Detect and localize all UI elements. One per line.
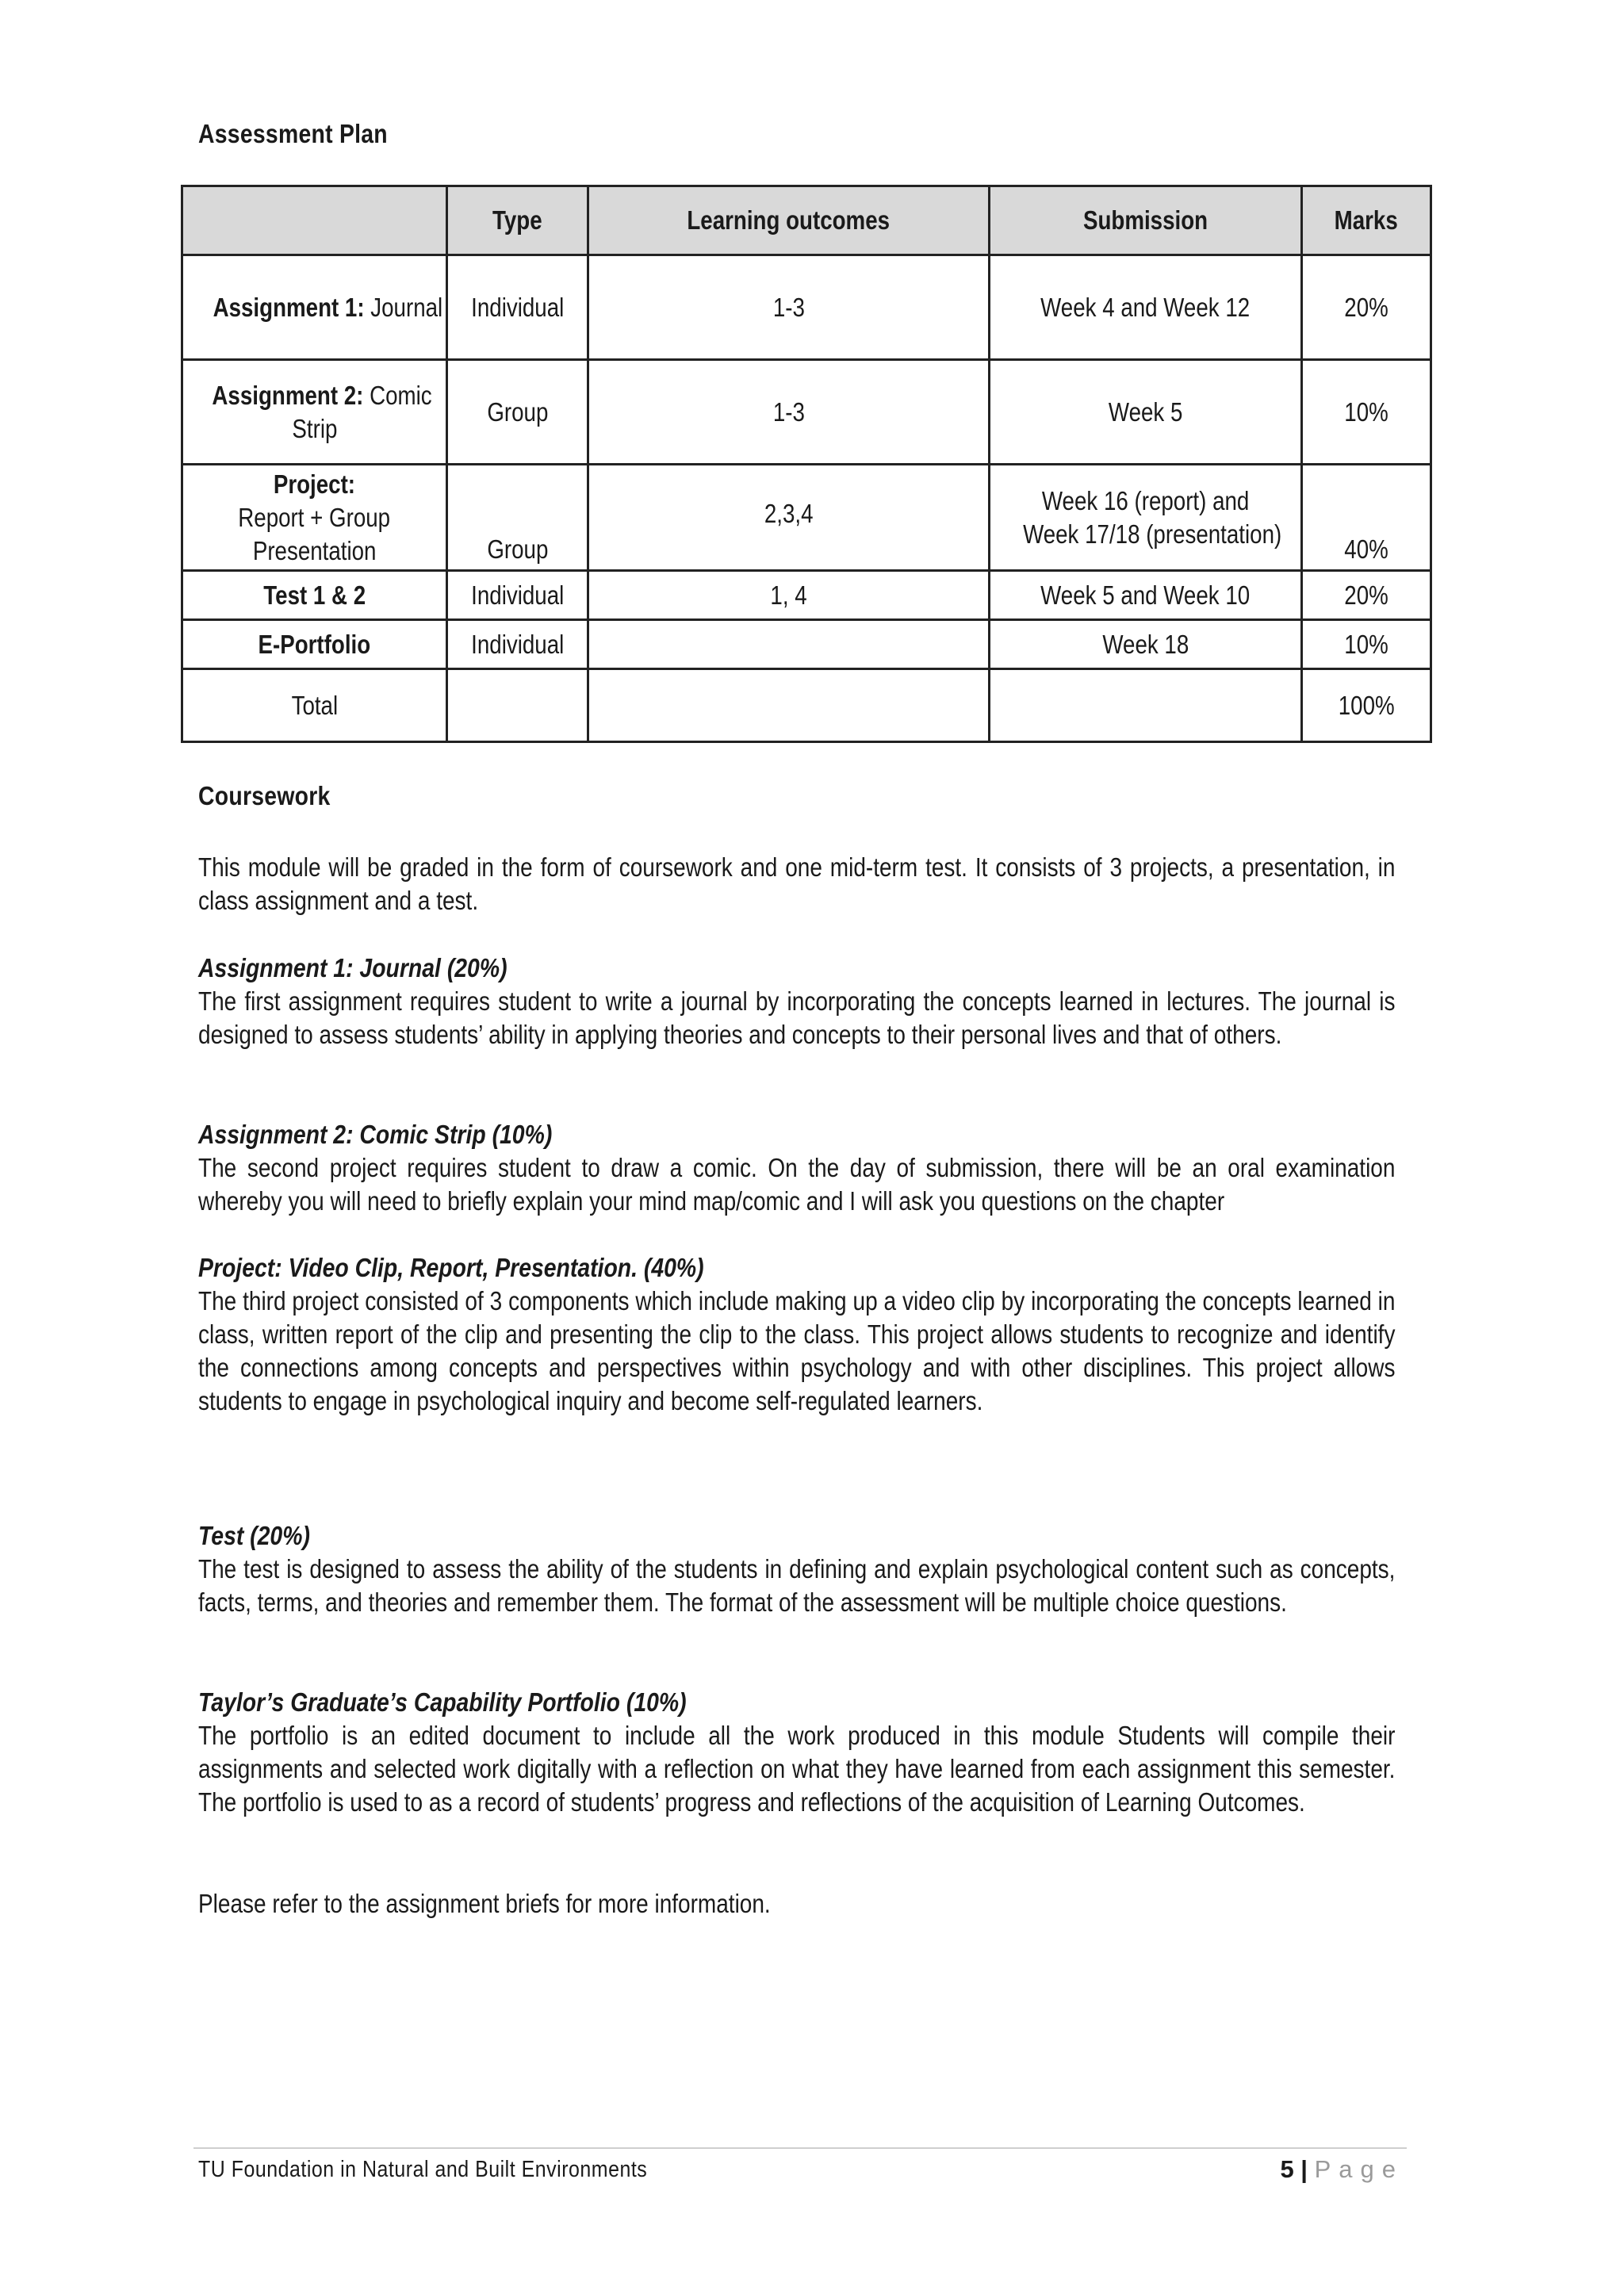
marks-cell: 40%: [1302, 465, 1431, 571]
submission-cell: Week 5 and Week 10: [990, 571, 1302, 620]
section-heading: Assignment 2: Comic Strip (10%): [198, 1120, 553, 1149]
section-heading: Assignment 1: Journal (20%): [198, 953, 508, 982]
type-cell: [447, 669, 588, 742]
coursework-intro: [198, 851, 1396, 917]
marks-cell: 10%: [1302, 620, 1431, 669]
table-row: [182, 571, 1431, 620]
marks-cell: 20%: [1302, 255, 1431, 360]
table-header-cell: Type: [447, 186, 588, 255]
row-label: Test 1 & 2: [182, 571, 447, 620]
section-body: The test is designed to assess the ability of the students in defining and explain psychological content such as concepts, facts, terms, and theories and remember them. The format of the assessment will be multiple choice questions.: [198, 1554, 1396, 1617]
submission-cell: [990, 669, 1302, 742]
type-cell: Group: [447, 465, 588, 571]
table-total-row: [182, 669, 1431, 742]
coursework-title: Coursework: [198, 781, 331, 810]
row-label: Project: Report + Group Presentation: [182, 465, 447, 571]
section-project: [198, 1251, 1396, 1418]
table-header-cell: [182, 186, 447, 255]
table-header-row: [182, 186, 1431, 255]
submission-cell: Week 18: [990, 620, 1302, 669]
table-header-cell: Marks: [1302, 186, 1431, 255]
page-label: Page: [1314, 2155, 1404, 2183]
marks-cell: 100%: [1302, 669, 1431, 742]
section-title: Assessment Plan: [198, 119, 388, 148]
row-label: Assignment 1: Journal: [182, 255, 447, 360]
section-assignment-2: [198, 1118, 1396, 1218]
outcomes-cell: 2,3,4: [588, 465, 990, 571]
table-row: [182, 360, 1431, 465]
closing-note: [198, 1887, 1396, 1921]
type-cell: Group: [447, 360, 588, 465]
section-portfolio: [198, 1686, 1396, 1819]
assessment-plan-table: [181, 185, 1432, 743]
page-separator: |: [1293, 2155, 1315, 2183]
outcomes-cell: [588, 669, 990, 742]
section-body: The first assignment requires student to write a journal by incorporating the concepts learned in lectures. The journal is designed to assess students’ ability in applying theories and concepts to their personal lives and that of others.: [198, 986, 1396, 1049]
marks-cell: 20%: [1302, 571, 1431, 620]
outcomes-cell: [588, 620, 990, 669]
section-body: The third project consisted of 3 components which include making up a video clip by incorporating the concepts learned in class, written report of the clip and presenting the clip to the class. This project allows students to recognize and identify the connections among concepts and perspectives within psychology and with other disciplines. This project allows students to engage in psychological inquiry and become self-regulated learners.: [198, 1286, 1396, 1415]
intro-paragraph: This module will be graded in the form of coursework and one mid-term test. It consists of 3 projects, a presentation, in class assignment and a test.: [198, 852, 1396, 915]
section-body: The second project requires student to draw a comic. On the day of submission, there will be an oral examination whereby you will need to briefly explain your mind map/comic and I will ask you questions on the chapter: [198, 1153, 1396, 1216]
submission-cell: Week 4 and Week 12: [990, 255, 1302, 360]
section-body: The portfolio is an edited document to include all the work produced in this module Students will compile their assignments and selected work digitally with a reflection on what they have learned from each assignment this semester. The portfolio is used to as a record of students’ progress and reflections of the acquisition of Learning Outcomes.: [198, 1721, 1396, 1817]
submission-cell: Week 16 (report) and Week 17/18 (presentation): [990, 465, 1302, 571]
outcomes-cell: 1-3: [588, 255, 990, 360]
section-heading: Taylor’s Graduate’s Capability Portfolio (10%): [198, 1687, 687, 1717]
marks-cell: 10%: [1302, 360, 1431, 465]
type-cell: Individual: [447, 571, 588, 620]
row-label: E-Portfolio: [182, 620, 447, 669]
section-assignment-1: [198, 952, 1396, 1051]
footer-divider: [193, 2147, 1407, 2149]
outcomes-cell: 1-3: [588, 360, 990, 465]
section-heading: Project: Video Clip, Report, Presentation. (40%): [198, 1253, 704, 1282]
outcomes-cell: 1, 4: [588, 571, 990, 620]
footer-course-name: TU Foundation in Natural and Built Environments: [198, 2157, 648, 2182]
section-test: [198, 1519, 1396, 1619]
table-row: [182, 620, 1431, 669]
row-label: Total: [182, 669, 447, 742]
table-header-cell: Submission: [990, 186, 1302, 255]
table-row: [182, 255, 1431, 360]
submission-cell: Week 5: [990, 360, 1302, 465]
type-cell: Individual: [447, 620, 588, 669]
closing-paragraph: Please refer to the assignment briefs for more information.: [198, 1889, 771, 1918]
type-cell: Individual: [447, 255, 588, 360]
table-row: [182, 465, 1431, 571]
row-label: Assignment 2: Comic Strip: [182, 360, 447, 465]
footer-page-number: [1280, 2155, 1404, 2184]
section-heading: Test (20%): [198, 1521, 310, 1550]
table-header-cell: Learning outcomes: [588, 186, 990, 255]
page-number: 5: [1280, 2155, 1294, 2183]
